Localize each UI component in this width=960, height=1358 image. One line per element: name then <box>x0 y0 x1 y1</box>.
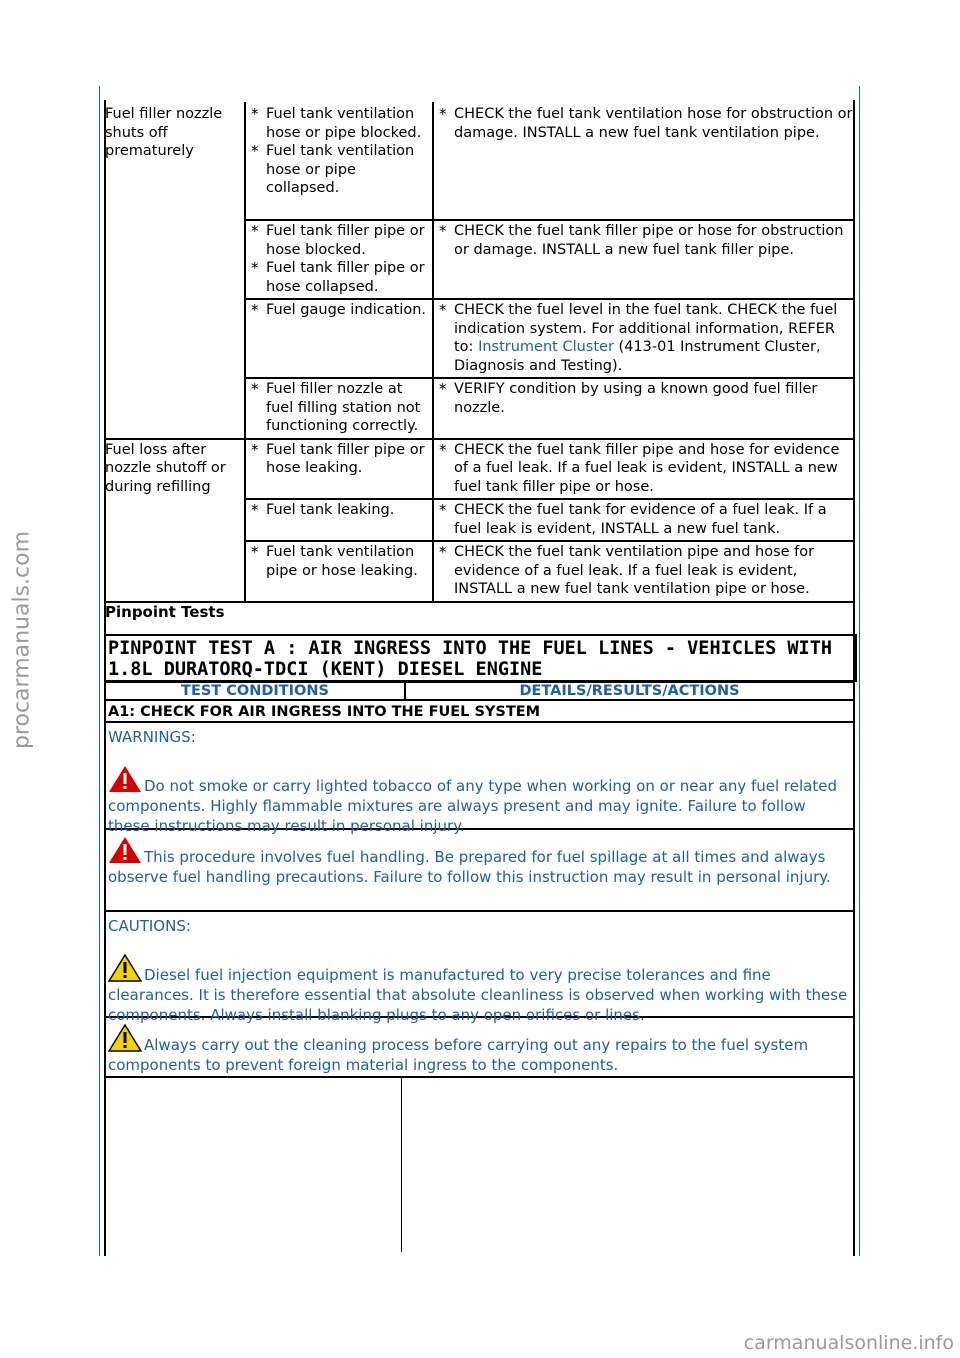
cause-item: * Fuel tank filler pipe or hose blocked. <box>248 222 430 259</box>
cause-cell <box>245 102 433 220</box>
cause-cell <box>245 439 433 500</box>
cause-item: * Fuel gauge indication. <box>248 301 430 320</box>
cause-cell <box>245 220 433 299</box>
action-item: * CHECK the fuel tank ventilation hose for obstruction or damage. INSTALL a new fuel tank ventilation pipe. <box>436 105 853 142</box>
step-a1-title: A1: CHECK FOR AIR INGRESS INTO THE FUEL SYSTEM <box>104 703 855 723</box>
cause-cell <box>245 299 433 378</box>
warning-icon <box>108 836 142 864</box>
action-cell <box>433 378 855 439</box>
cause-item: * Fuel tank filler pipe or hose leaking. <box>248 441 430 478</box>
caution-box-2 <box>104 1018 855 1078</box>
test-table-header <box>104 681 855 701</box>
cause-item: * Fuel filler nozzle at fuel filling station not functioning correctly. <box>248 380 430 436</box>
warning-box-2 <box>104 830 855 912</box>
caution-icon <box>108 1024 142 1052</box>
page-rule-left-outer <box>99 86 100 1256</box>
condition-text: Fuel loss after nozzle shutoff or during refilling <box>105 441 226 495</box>
symptom-table <box>104 102 855 603</box>
caution-text: Diesel fuel injection equipment is manufactured to very precise tolerances and fine clearances. It is therefore essential that absolute cleanliness is observed when working with these components. Always install blanking plugs to any open orifices or lines. <box>108 954 851 1025</box>
warnings-label: WARNINGS: <box>108 728 196 746</box>
table-row <box>104 102 855 220</box>
action-item: * CHECK the fuel tank filler pipe or hose for obstruction or damage. INSTALL a new fuel tank filler pipe. <box>436 222 853 259</box>
pinpoint-test-title <box>104 634 857 682</box>
column-divider <box>401 1077 402 1252</box>
cautions-label: CAUTIONS: <box>108 917 191 935</box>
caution-text: Always carry out the cleaning process before carrying out any repairs to the fuel system components to prevent foreign material ingress to the components. <box>108 1024 851 1075</box>
action-item: * CHECK the fuel tank for evidence of a fuel leak. If a fuel leak is evident, INSTALL a new fuel tank. <box>436 501 853 538</box>
action-cell <box>433 499 855 541</box>
condition-text: Fuel filler nozzle shuts off prematurely <box>105 106 223 159</box>
action-item: * VERIFY condition by using a known good fuel filler nozzle. <box>436 380 853 417</box>
test-step-table-body <box>104 1077 855 1257</box>
side-watermark-text: procarmanuals.com <box>9 530 35 750</box>
cause-item: * Fuel tank filler pipe or hose collapsed. <box>248 259 430 296</box>
cause-item: * Fuel tank ventilation hose or pipe blocked. <box>248 105 430 142</box>
warning-text: Do not smoke or carry lighted tobacco of any type when working on or near any fuel related components. Highly flammable mixtures are always present and may ignite. Failure to follow these instructions may result in personal injury. <box>108 765 851 836</box>
table-row <box>104 439 855 500</box>
action-cell <box>433 102 855 220</box>
side-watermark <box>2 490 42 790</box>
action-cell <box>433 220 855 299</box>
condition-cell <box>104 102 245 439</box>
cause-cell <box>245 499 433 541</box>
cause-item: * Fuel tank ventilation pipe or hose leaking. <box>248 543 430 580</box>
action-cell <box>433 439 855 500</box>
pinpoint-test-title-text: PINPOINT TEST A : AIR INGRESS INTO THE FUEL LINES - VEHICLES WITH 1.8L DURATORQ-TDCI (KENT) DIESEL ENGINE <box>108 638 832 680</box>
test-conditions-header: TEST CONDITIONS <box>106 683 406 699</box>
caution-icon <box>108 954 142 982</box>
cause-cell <box>245 541 433 602</box>
cause-cell <box>245 378 433 439</box>
pinpoint-tests-heading: Pinpoint Tests <box>105 603 225 621</box>
warning-box-1 <box>104 723 855 835</box>
cause-item: * Fuel tank leaking. <box>248 501 430 520</box>
warning-text: This procedure involves fuel handling. Be prepared for fuel spillage at all times and always observe fuel handling precautions. Failure to follow this instruction may result in personal injury. <box>108 836 851 887</box>
action-cell <box>433 541 855 602</box>
action-cell <box>433 299 855 378</box>
action-item: * CHECK the fuel level in the fuel tank. CHECK the fuel indication system. For additional information, REFER to: Instrument Cluster (413-01 Instrument Cluster, Diagnosis and Testing). <box>436 301 853 375</box>
page-rule-right-outer <box>859 86 860 1256</box>
condition-cell <box>104 439 245 602</box>
details-results-actions-header: DETAILS/RESULTS/ACTIONS <box>519 683 740 699</box>
footer-watermark: carmanualsonline.info <box>743 1332 954 1354</box>
warning-icon <box>108 765 142 793</box>
action-item: * CHECK the fuel tank filler pipe and hose for evidence of a fuel leak. If a fuel leak is evident, INSTALL a new fuel tank filler pipe or hose. <box>436 441 853 497</box>
cause-item: * Fuel tank ventilation hose or pipe collapsed. <box>248 142 430 198</box>
instrument-cluster-link[interactable]: Instrument Cluster <box>478 339 614 355</box>
action-item: * CHECK the fuel tank ventilation pipe and hose for evidence of a fuel leak. If a fuel leak is evident, INSTALL a new fuel tank ventilation pipe or hose. <box>436 543 853 599</box>
caution-box-1 <box>104 912 855 1024</box>
